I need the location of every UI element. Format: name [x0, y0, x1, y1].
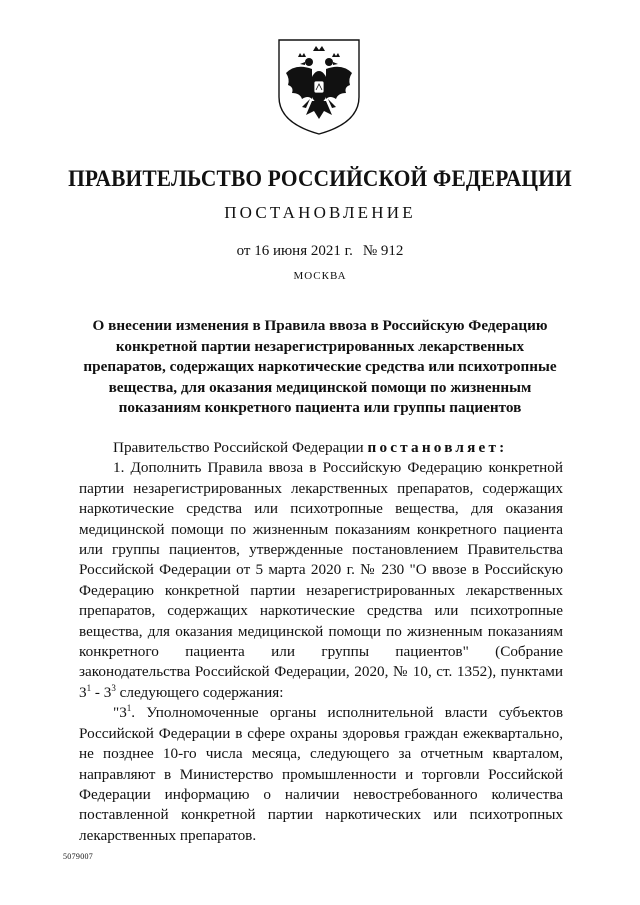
point-3-1-paragraph: [79, 703, 563, 846]
document-body: [79, 438, 563, 846]
document-date-line: [0, 243, 640, 260]
item-1-sup-1: 1: [86, 682, 92, 693]
intro-lead: Правительство Российской Федерации: [113, 439, 364, 456]
document-date: от 16 июня 2021 г.: [236, 243, 353, 259]
point-3-1-sup: 1: [126, 703, 132, 714]
point-3-1-text: . Уполномоченные органы исполнительной власти субъектов Российской Федерации в сфере охраны здоровья граждан ежеквартально, не позднее 10-го числа месяца, следующего за отчетным кварталом, направляют в Министерство промышленности и торговли Российской Федерации информацию о наличии невостребованного количества поставленной конкретной партии наркотических или психотропных лекарственных препаратов.: [79, 704, 563, 844]
point-3-1-open: "3: [113, 704, 127, 722]
item-1-paragraph: [79, 458, 563, 703]
item-1-text: 1. Дополнить Правила ввоза в Российскую Федерацию конкретной партии незарегистрированных лекарственных препаратов, содержащих наркотические средства или психотропные вещества, для оказания медицинской помощи по жизненным показаниям конкретного пациента или группы пациентов, утвержденные постановлением Правительства Российской Федерации от 5 марта 2020 г. № 230 "О ввозе в Российскую Федерацию конкретной партии незарегистрированных лекарственных препаратов, содержащих наркотические средства или психотропные вещества, для оказания медицинской помощи по жизненным показаниям конкретного пациента или группы пациентов" (Собрание законодательства Российской Федерации, 2020, № 10, ст. 1352), пунктами 3: [79, 459, 563, 701]
item-1-range: - 3: [91, 683, 112, 701]
document-city: МОСКВА: [293, 270, 347, 282]
item-1-sup-3: 3: [111, 682, 116, 693]
document-heading: О внесении изменения в Правила ввоза в Российскую Федерацию конкретной партии незарегистрированных лекарственных препаратов, содержащих наркотические средства или психотропные вещества, для оказания медицинской помощи по жизненным показаниям конкретного пациента или группы пациентов: [83, 317, 557, 416]
document-number: № 912: [362, 243, 404, 259]
document-type: ПОСТАНОВЛЕНИЕ: [224, 203, 416, 222]
item-1-tail: следующего содержания:: [115, 683, 284, 701]
coat-of-arms-icon: [276, 37, 362, 137]
intro-verb: постановляет:: [367, 439, 508, 456]
page-code: 5079007: [63, 852, 94, 861]
intro-paragraph: [79, 438, 563, 458]
government-title: ПРАВИТЕЛЬСТВО РОССИЙСКОЙ ФЕДЕРАЦИИ: [68, 166, 572, 191]
